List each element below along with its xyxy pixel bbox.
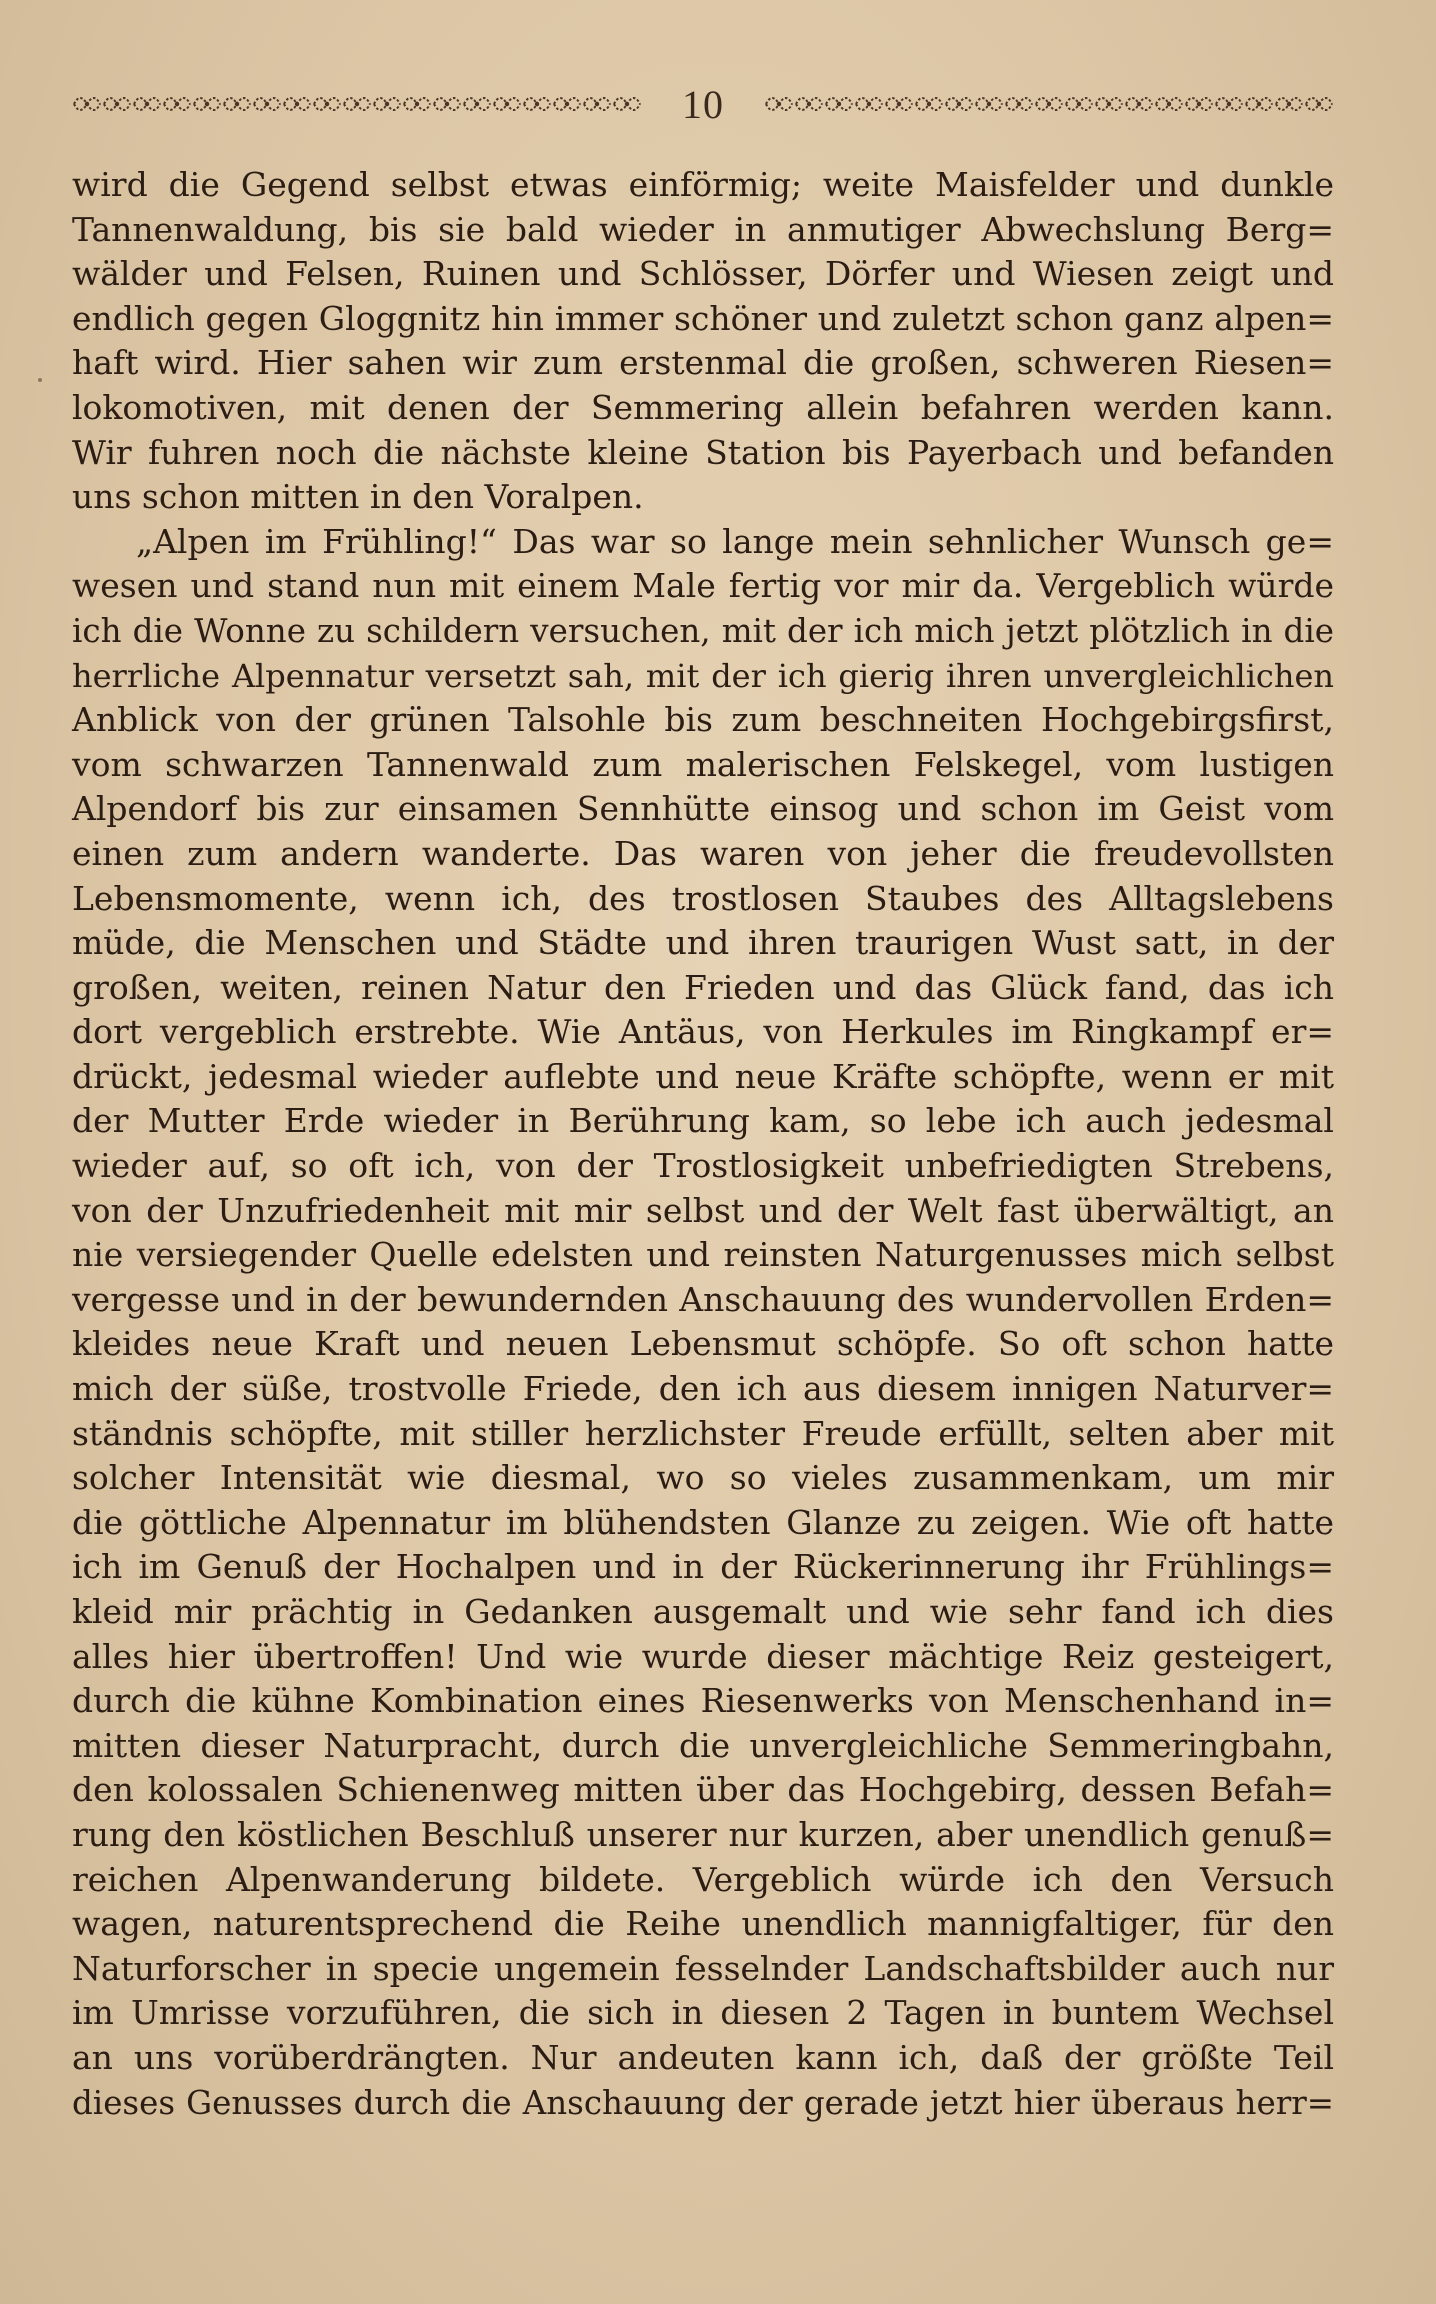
- text-line: solcher Intensität wie diesmal, wo so vieles zusammenkam, um mir: [72, 1458, 1334, 1498]
- text-line: rung den köstlichen Beschluß unserer nur kurzen, aber unendlich genuß=: [72, 1814, 1334, 1854]
- margin-mark: [38, 378, 42, 382]
- text-line: ich im Genuß der Hochalpen und in der Rückerinnerung ihr Frühlings=: [72, 1547, 1334, 1587]
- text-line: kleides neue Kraft und neuen Lebensmut schöpfe. So oft schon hatte: [72, 1324, 1334, 1364]
- text-line: alles hier übertroffen! Und wie wurde dieser mächtige Reiz gesteigert,: [72, 1636, 1334, 1676]
- text-line: lokomotiven, mit denen der Semmering allein befahren werden kann.: [72, 387, 1334, 427]
- text-line: „Alpen im Frühling!“ Das war so lange mein sehnlicher Wunsch ge=: [136, 521, 1334, 561]
- text-line: wälder und Felsen, Ruinen und Schlösser, Dörfer und Wiesen zeigt und: [72, 254, 1334, 294]
- text-line: dieses Genusses durch die Anschauung der gerade jetzt hier überaus herr=: [72, 2083, 1334, 2122]
- page-number: 10: [682, 81, 724, 127]
- text-line: müde, die Menschen und Städte und ihren traurigen Wust satt, in der: [72, 923, 1334, 963]
- text-line: wesen und stand nun mit einem Male fertig vor mir da. Vergeblich würde: [72, 566, 1334, 606]
- text-line: im Umrisse vorzuführen, die sich in diesen 2 Tagen in buntem Wechsel: [72, 1993, 1334, 2033]
- body-text: [72, 163, 1334, 2125]
- text-line: reichen Alpenwanderung bildete. Vergeblich würde ich den Versuch: [72, 1859, 1334, 1899]
- text-line: Wir fuhren noch die nächste kleine Station bis Payerbach und befanden: [72, 432, 1334, 472]
- header-ornament-left: [72, 86, 642, 122]
- text-line: Lebensmomente, wenn ich, des trostlosen Staubes des Alltagslebens: [72, 878, 1334, 918]
- text-line: drückt, jedesmal wieder auflebte und neue Kräfte schöpfte, wenn er mit: [72, 1056, 1334, 1096]
- text-line: wieder auf, so oft ich, von der Trostlosigkeit unbefriedigten Strebens,: [72, 1146, 1334, 1186]
- text-line: wird die Gegend selbst etwas einförmig; weite Maisfelder und dunkle: [72, 165, 1334, 204]
- text-line: mich der süße, trostvolle Friede, den ich aus diesem innigen Naturver=: [72, 1369, 1334, 1409]
- header-ornament-right: [764, 86, 1334, 122]
- text-line: mitten dieser Naturpracht, durch die unvergleichliche Semmeringbahn,: [72, 1725, 1334, 1765]
- text-line: der Mutter Erde wieder in Berührung kam, so lebe ich auch jedesmal: [72, 1101, 1334, 1141]
- text-line: den kolossalen Schienenweg mitten über das Hochgebirg, dessen Befah=: [72, 1770, 1334, 1810]
- page-header: [72, 78, 1334, 130]
- text-line: ständnis schöpfte, mit stiller herzlichster Freude erfüllt, selten aber mit: [72, 1413, 1334, 1453]
- text-line: vergesse und in der bewundernden Anschauung des wundervollen Erden=: [72, 1279, 1334, 1319]
- text-line: wagen, naturentsprechend die Reihe unendlich mannigfaltiger, für den: [72, 1904, 1334, 1944]
- text-line: uns schon mitten in den Voralpen.: [72, 477, 644, 517]
- text-line: endlich gegen Gloggnitz hin immer schöner und zuletzt schon ganz alpen=: [72, 298, 1334, 338]
- text-line: an uns vorüberdrängten. Nur andeuten kann ich, daß der größte Teil: [72, 2037, 1334, 2077]
- text-line: die göttliche Alpennatur im blühendsten Glanze zu zeigen. Wie oft hatte: [72, 1502, 1334, 1542]
- text-line: großen, weiten, reinen Natur den Frieden und das Glück fand, das ich: [72, 967, 1334, 1007]
- text-line: einen zum andern wanderte. Das waren von jeher die freudevollsten: [72, 833, 1334, 873]
- text-line: kleid mir prächtig in Gedanken ausgemalt und wie sehr fand ich dies: [72, 1592, 1334, 1631]
- text-line: nie versiegender Quelle edelsten und reinsten Naturgenusses mich selbst: [72, 1235, 1334, 1275]
- text-line: haft wird. Hier sahen wir zum erstenmal die großen, schweren Riesen=: [72, 343, 1334, 383]
- text-line: Alpendorf bis zur einsamen Sennhütte einsog und schon im Geist vom: [72, 789, 1334, 829]
- text-line: ich die Wonne zu schildern versuchen, mit der ich mich jetzt plötzlich in die: [72, 611, 1334, 650]
- text-line: von der Unzufriedenheit mit mir selbst und der Welt fast überwältigt, an: [72, 1190, 1334, 1230]
- text-line: Anblick von der grünen Talsohle bis zum beschneiten Hochgebirgsfirst,: [72, 700, 1334, 740]
- text-line: vom schwarzen Tannenwald zum malerischen Felskegel, vom lustigen: [72, 744, 1334, 784]
- text-line: dort vergeblich erstrebte. Wie Antäus, von Herkules im Ringkampf er=: [72, 1012, 1334, 1052]
- text-line: Tannenwaldung, bis sie bald wieder in anmutiger Abwechslung Berg=: [72, 209, 1334, 249]
- text-line: Naturforscher in specie ungemein fesselnder Landschaftsbilder auch nur: [72, 1948, 1334, 1988]
- text-line: durch die kühne Kombination eines Riesenwerks von Menschenhand in=: [72, 1681, 1334, 1721]
- text-line: herrliche Alpennatur versetzt sah, mit der ich gierig ihren unvergleichlichen: [72, 656, 1334, 695]
